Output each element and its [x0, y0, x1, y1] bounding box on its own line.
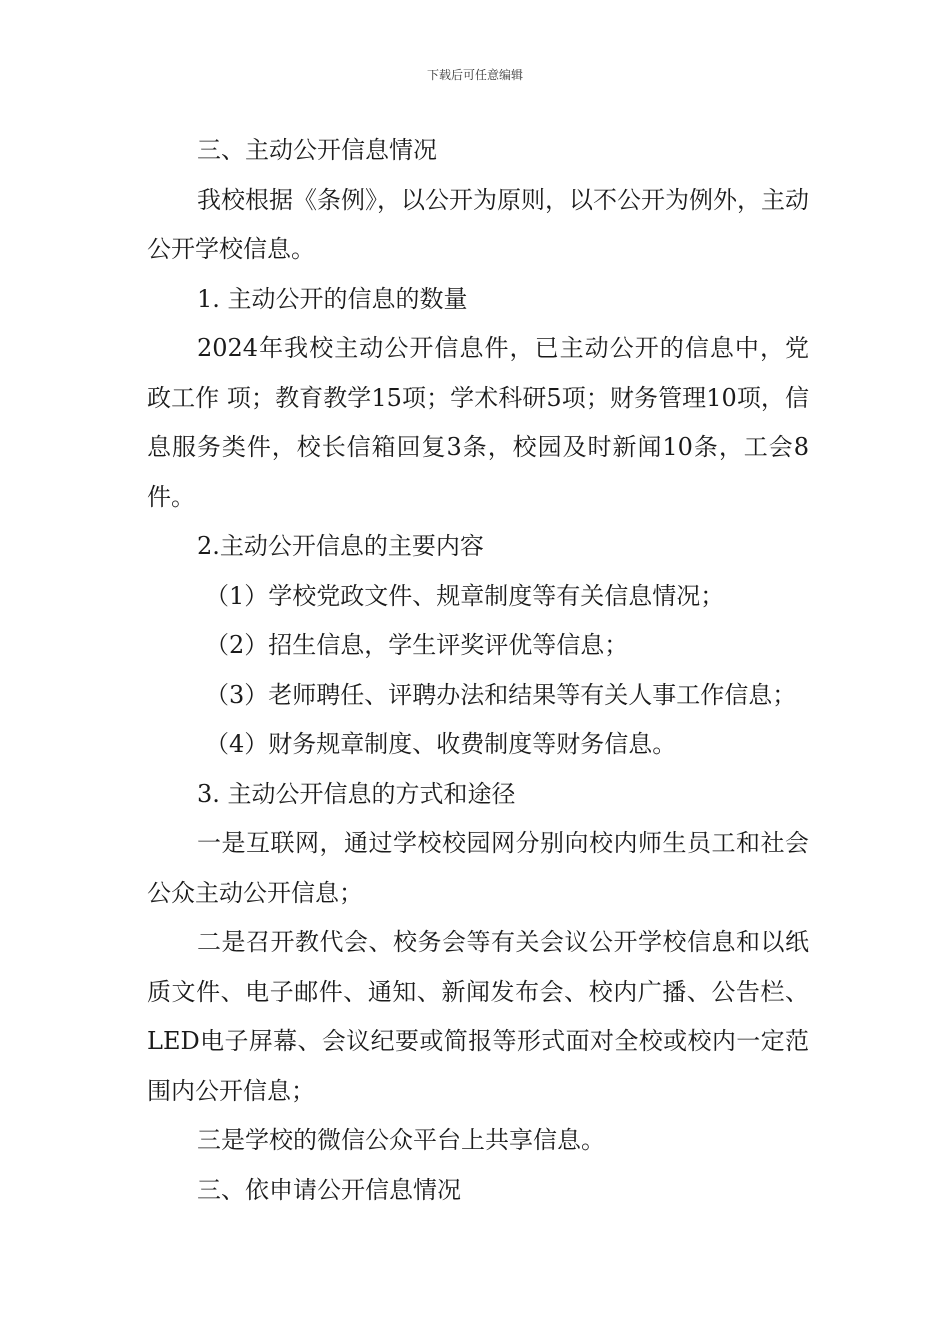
list-item: （3）老师聘任、评聘办法和结果等有关人事工作信息； [205, 680, 797, 709]
body-paragraph: 2024年我校主动公开信息件，已主动公开的信息中，党政工作 项；教育教学15项；学术科研5项；财务管理10项，信息服务类件，校长信箱回复3条，校园及时新闻10条，工会8件。 [147, 334, 809, 511]
document-body [147, 126, 809, 1215]
body-paragraph: 三是学校的微信公众平台上共享信息。 [197, 1126, 605, 1154]
body-paragraph: 二是召开教代会、校务会等有关会议公开学校信息和以纸质文件、电子邮件、通知、新闻发布会、校内广播、公告栏、LED电子屏幕、会议纪要或简报等形式面对全校或校内一定范围内公开信息； [147, 928, 809, 1105]
section-heading: 三、主动公开信息情况 [197, 136, 437, 164]
body-paragraph: 我校根据《条例》，以公开为原则，以不公开为例外，主动公开学校信息。 [147, 185, 809, 263]
subsection-heading: 2.主动公开信息的主要内容 [197, 532, 484, 560]
subsection-heading: 1. 主动公开的信息的数量 [197, 284, 468, 313]
list-item: （1）学校党政文件、规章制度等有关信息情况； [205, 581, 725, 610]
subsection-heading: 3. 主动公开信息的方式和途径 [197, 779, 516, 808]
page-header-note: 下载后可任意编辑 [426, 68, 523, 82]
body-paragraph: 一是互联网，通过学校校园网分别向校内师生员工和社会公众主动公开信息； [147, 829, 809, 907]
section-heading: 三、依申请公开信息情况 [197, 1175, 461, 1204]
list-item: （4）财务规章制度、收费制度等财务信息。 [205, 730, 677, 758]
list-item: （2）招生信息，学生评奖评优等信息； [205, 631, 629, 659]
